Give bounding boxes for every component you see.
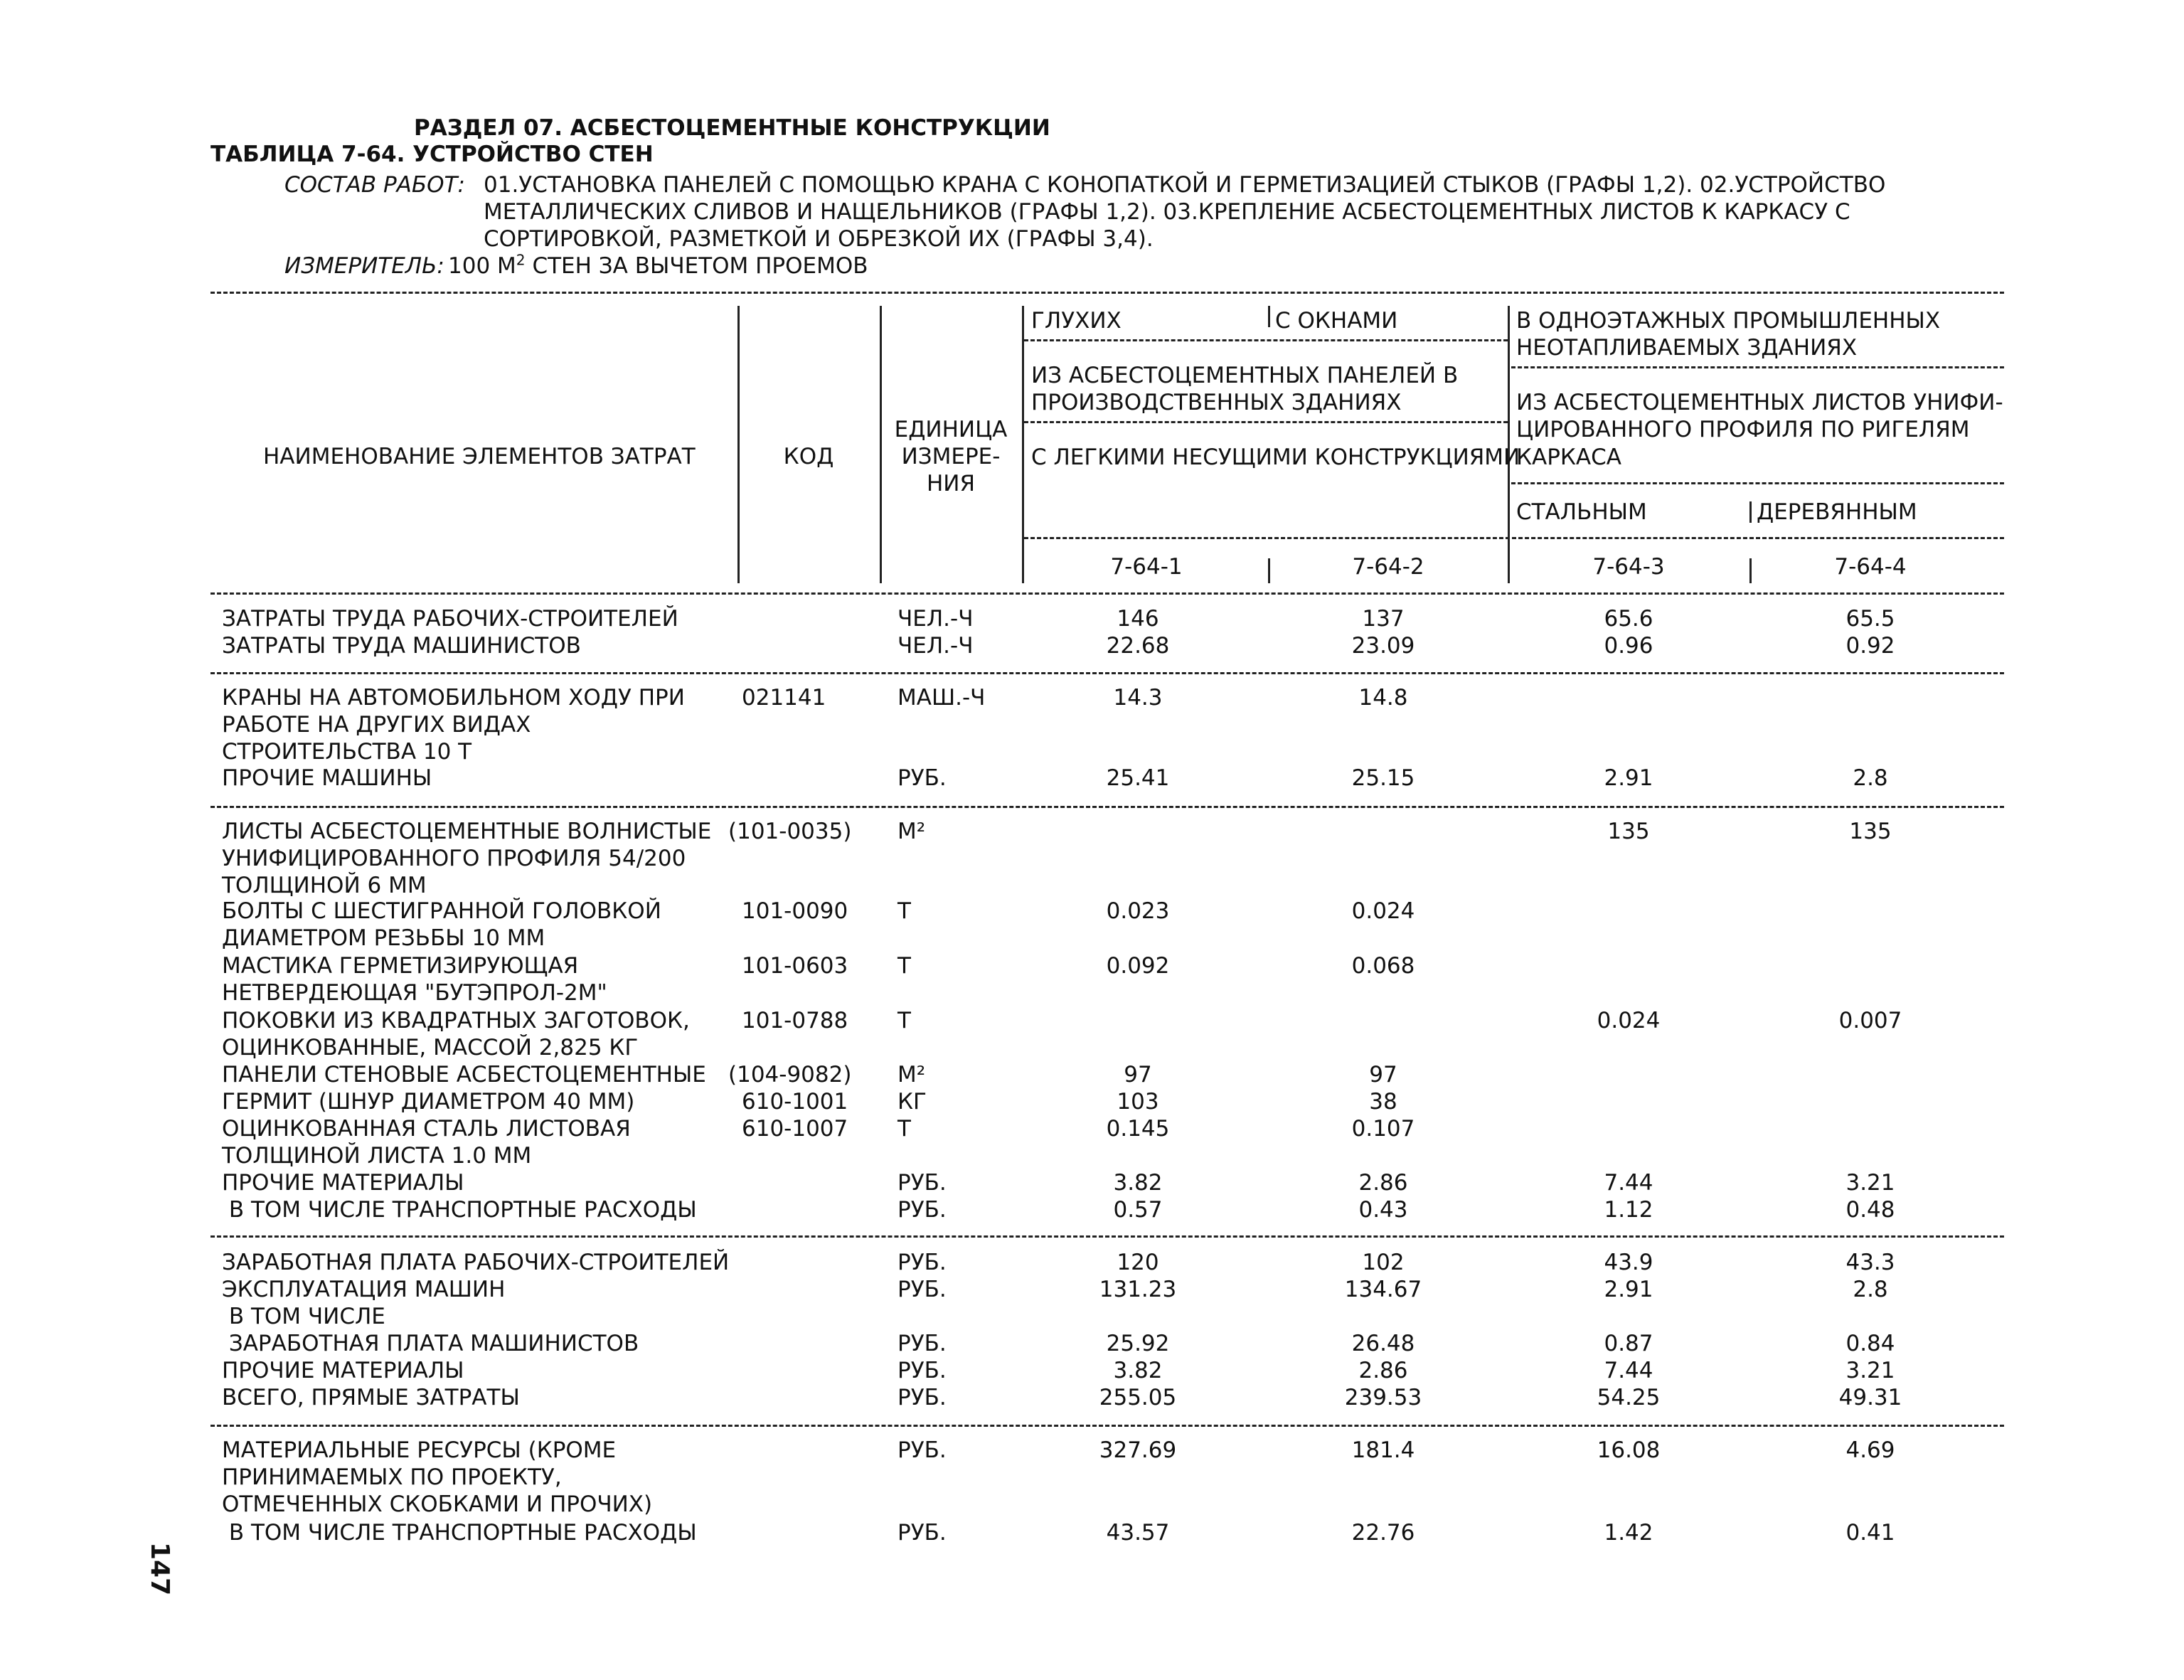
row-name: ЗАРАБОТНАЯ ПЛАТА МАШИНИСТОВ: [222, 1331, 639, 1356]
header-sep-c12: [1268, 558, 1270, 583]
table-top-rule: [211, 292, 2004, 294]
row-value-col2: 25.15: [1351, 765, 1415, 791]
row-unit: РУБ.: [897, 1197, 947, 1223]
row-unit: М²: [897, 1062, 926, 1088]
row-name: ЗАТРАТЫ ТРУДА МАШИНИСТОВ: [222, 633, 581, 659]
header-sep-mid-b: [1508, 391, 1510, 583]
row-code: (104-9082): [728, 1062, 852, 1088]
row-name: ЗАТРАТЫ ТРУДА РАБОЧИХ-СТРОИТЕЛЕЙ: [222, 606, 678, 632]
header-r5: КАРКАСА: [1516, 445, 1621, 470]
row-name: ПРОЧИЕ МАТЕРИАЛЫ: [222, 1170, 464, 1196]
row-value-col1: 0.57: [1113, 1197, 1163, 1223]
row-code: 610-1007: [742, 1116, 848, 1142]
header-sep-r6r7: [1749, 501, 1752, 523]
row-unit: КГ: [897, 1089, 927, 1115]
composition-line-1: 01.УСТАНОВКА ПАНЕЛЕЙ С ПОМОЩЬЮ КРАНА С КОНОПАТКОЙ И ГЕРМЕТИЗАЦИЕЙ СТЫКОВ (ГРАФЫ 1,2). 02.УСТРОЙСТВО: [484, 172, 1886, 198]
row-value-col4: 0.007: [1838, 1008, 1902, 1033]
header-name: НАИМЕНОВАНИЕ ЭЛЕМЕНТОВ ЗАТРАТ: [263, 444, 696, 469]
row-unit: РУБ.: [897, 1277, 947, 1302]
header-sep-name: [737, 306, 740, 583]
row-name: В ТОМ ЧИСЛЕ ТРАНСПОРТНЫЕ РАСХОДЫ: [222, 1197, 697, 1223]
header-sep-c34: [1749, 558, 1752, 583]
row-value-col3: 7.44: [1604, 1170, 1653, 1196]
row-value-col2: 38: [1369, 1089, 1397, 1115]
row-name: МАТЕРИАЛЬНЫЕ РЕСУРСЫ (КРОМЕ: [222, 1437, 617, 1463]
row-name: ЛИСТЫ АСБЕСТОЦЕМЕНТНЫЕ ВОЛНИСТЫЕ: [222, 819, 712, 844]
row-name: ПАНЕЛИ СТЕНОВЫЕ АСБЕСТОЦЕМЕНТНЫЕ: [222, 1062, 706, 1088]
row-value-col2: 0.107: [1351, 1116, 1415, 1142]
header-code: КОД: [783, 444, 834, 469]
row-unit: РУБ.: [897, 1385, 947, 1410]
composition-line-2: МЕТАЛЛИЧЕСКИХ СЛИВОВ И НАЩЕЛЬНИКОВ (ГРАФЫ 1,2). 03.КРЕПЛЕНИЕ АСБЕСТОЦЕМЕНТНЫХ ЛИСТОВ К КАРКАСУ С: [484, 199, 1850, 225]
row-value-col3: 65.6: [1604, 606, 1653, 632]
row-value-col4: 43.3: [1845, 1250, 1895, 1275]
row-value-col1: 0.023: [1106, 898, 1170, 924]
row-value-col4: 0.48: [1845, 1197, 1895, 1223]
header-r4: ЦИРОВАННОГО ПРОФИЛЯ ПО РИГЕЛЯМ: [1516, 417, 1970, 442]
row-name: ДИАМЕТРОМ РЕЗЬБЫ 10 ММ: [222, 925, 545, 951]
header-col-code-4: 7-64-4: [1834, 554, 1907, 580]
row-unit: Т: [897, 898, 911, 924]
row-value-col4: 49.31: [1838, 1385, 1902, 1410]
row-unit: РУБ.: [897, 765, 947, 791]
row-name: ЭКСПЛУАТАЦИЯ МАШИН: [222, 1277, 506, 1302]
row-value-col3: 0.96: [1604, 633, 1653, 659]
row-name: ТОЛЩИНОЙ 6 ММ: [222, 873, 427, 898]
row-value-col1: 327.69: [1099, 1437, 1177, 1463]
row-unit: РУБ.: [897, 1331, 947, 1356]
header-bottom-rule: [211, 592, 2004, 595]
row-value-col3: 2.91: [1604, 765, 1653, 791]
row-name: БОЛТЫ С ШЕСТИГРАННОЙ ГОЛОВКОЙ: [222, 898, 661, 924]
row-value-col4: 2.8: [1853, 765, 1888, 791]
header-unit-3: НИЯ: [926, 471, 976, 496]
row-value-col1: 43.57: [1106, 1520, 1170, 1546]
header-g-sub2: ПРОИЗВОДСТВЕННЫХ ЗДАНИЯХ: [1031, 390, 1402, 415]
composition-line-3: СОРТИРОВКОЙ, РАЗМЕТКОЙ И ОБРЕЗКОЙ ИХ (ГРАФЫ 3,4).: [484, 226, 1154, 252]
row-value-col2: 134.67: [1344, 1277, 1422, 1302]
row-value-col3: 43.9: [1604, 1250, 1653, 1275]
row-value-col4: 0.41: [1845, 1520, 1895, 1546]
section-title: РАЗДЕЛ 07. АСБЕСТОЦЕМЕНТНЫЕ КОНСТРУКЦИИ: [414, 115, 1050, 141]
section-rule: [211, 672, 2004, 674]
row-name: ПОКОВКИ ИЗ КВАДРАТНЫХ ЗАГОТОВОК,: [222, 1008, 690, 1033]
measure-value: 100 $М^2$ СТЕН ЗА ВЫЧЕТОМ ПРОЕМОВ: [448, 251, 868, 279]
row-value-col4: 3.21: [1845, 1170, 1895, 1196]
row-value-col4: 65.5: [1845, 606, 1895, 632]
row-name: В ТОМ ЧИСЛЕ ТРАНСПОРТНЫЕ РАСХОДЫ: [222, 1520, 697, 1546]
row-code: 610-1001: [742, 1089, 848, 1115]
row-value-col1: 25.92: [1106, 1331, 1170, 1356]
row-value-col2: 181.4: [1351, 1437, 1415, 1463]
row-value-col4: 0.84: [1845, 1331, 1895, 1356]
row-value-col2: 239.53: [1344, 1385, 1422, 1410]
header-rule-4: [1511, 482, 2004, 484]
row-value-col1: 0.145: [1106, 1116, 1170, 1142]
row-value-col3: 2.91: [1604, 1277, 1653, 1302]
header-unit-1: ЕДИНИЦА: [894, 417, 1008, 442]
row-name: ЗАРАБОТНАЯ ПЛАТА РАБОЧИХ-СТРОИТЕЛЕЙ: [222, 1250, 730, 1275]
row-value-col2: 22.76: [1351, 1520, 1415, 1546]
row-value-col1: 146: [1117, 606, 1159, 632]
row-code: 101-0603: [742, 953, 848, 979]
row-value-col3: 0.024: [1597, 1008, 1661, 1033]
header-g1: ГЛУХИХ: [1031, 308, 1122, 334]
row-code: (101-0035): [728, 819, 852, 844]
header-g-sub1: ИЗ АСБЕСТОЦЕМЕНТНЫХ ПАНЕЛЕЙ В: [1031, 363, 1459, 388]
row-value-col2: 137: [1362, 606, 1405, 632]
header-sep-mid-a: [1508, 306, 1510, 391]
row-value-col2: 0.43: [1358, 1197, 1408, 1223]
row-name: ГЕРМИТ (ШНУР ДИАМЕТРОМ 40 ММ): [222, 1089, 635, 1115]
row-name: РАБОТЕ НА ДРУГИХ ВИДАХ: [222, 712, 531, 738]
row-value-col1: 97: [1124, 1062, 1152, 1088]
header-col-code-1: 7-64-1: [1110, 554, 1183, 580]
row-name: ТОЛЩИНОЙ ЛИСТА 1.0 ММ: [222, 1143, 532, 1169]
row-value-col1: 14.3: [1113, 685, 1163, 711]
row-value-col2: 2.86: [1358, 1358, 1408, 1383]
header-r1: В ОДНОЭТАЖНЫХ ПРОМЫШЛЕННЫХ: [1516, 308, 1941, 334]
row-value-col1: 103: [1117, 1089, 1159, 1115]
row-unit: РУБ.: [897, 1170, 947, 1196]
row-unit: Т: [897, 1116, 911, 1142]
header-col-code-2: 7-64-2: [1352, 554, 1424, 580]
section-rule: [211, 806, 2004, 808]
row-unit: МАШ.-Ч: [897, 685, 986, 711]
measure-label: ИЗМЕРИТЕЛЬ:: [284, 253, 444, 279]
header-sep-g1g2: [1268, 306, 1270, 327]
header-r6: СТАЛЬНЫМ: [1516, 499, 1647, 525]
row-value-col2: 102: [1362, 1250, 1405, 1275]
row-name: ПРОЧИЕ МАШИНЫ: [222, 765, 432, 791]
row-value-col1: 3.82: [1113, 1358, 1163, 1383]
header-sep-unit: [1022, 306, 1024, 583]
row-value-col3: 135: [1607, 819, 1650, 844]
row-value-col3: 1.42: [1604, 1520, 1653, 1546]
row-value-col4: 4.69: [1845, 1437, 1895, 1463]
row-name: СТРОИТЕЛЬСТВА 10 Т: [222, 739, 472, 765]
row-unit: М²: [897, 819, 926, 844]
row-value-col1: 131.23: [1099, 1277, 1177, 1302]
header-sep-code: [880, 306, 882, 583]
row-name: КРАНЫ НА АВТОМОБИЛЬНОМ ХОДУ ПРИ: [222, 685, 685, 711]
row-unit: РУБ.: [897, 1437, 947, 1463]
row-unit: Т: [897, 1008, 911, 1033]
row-name: ПРИНИМАЕМЫХ ПО ПРОЕКТУ,: [222, 1464, 562, 1490]
row-value-col2: 0.068: [1351, 953, 1415, 979]
row-value-col3: 7.44: [1604, 1358, 1653, 1383]
header-rule-5: [1024, 537, 2004, 539]
row-unit: ЧЕЛ.-Ч: [897, 606, 974, 632]
row-name: НЕТВЕРДЕЮЩАЯ "БУТЭПРОЛ-2М": [222, 980, 607, 1006]
header-rule-3: [1024, 421, 1508, 423]
row-unit: ЧЕЛ.-Ч: [897, 633, 974, 659]
row-unit: РУБ.: [897, 1358, 947, 1383]
row-value-col1: 255.05: [1099, 1385, 1177, 1410]
row-unit: РУБ.: [897, 1520, 947, 1546]
row-code: 101-0090: [742, 898, 848, 924]
row-value-col2: 26.48: [1351, 1331, 1415, 1356]
row-value-col3: 16.08: [1597, 1437, 1661, 1463]
section-rule: [211, 1425, 2004, 1427]
row-name: ПРОЧИЕ МАТЕРИАЛЫ: [222, 1358, 464, 1383]
header-r2: НЕОТАПЛИВАЕМЫХ ЗДАНИЯХ: [1516, 335, 1858, 361]
header-rule-2: [1511, 366, 2004, 368]
row-name: УНИФИЦИРОВАННОГО ПРОФИЛЯ 54/200: [222, 846, 686, 871]
row-unit: Т: [897, 953, 911, 979]
row-code: 101-0788: [742, 1008, 848, 1033]
row-value-col1: 3.82: [1113, 1170, 1163, 1196]
row-value-col3: 1.12: [1604, 1197, 1653, 1223]
table-title: ТАБЛИЦА 7-64. УСТРОЙСТВО СТЕН: [211, 142, 654, 167]
header-rule-1: [1024, 339, 1508, 341]
row-value-col1: 25.41: [1106, 765, 1170, 791]
section-rule: [211, 1235, 2004, 1238]
row-value-col4: 2.8: [1853, 1277, 1888, 1302]
header-col-code-3: 7-64-3: [1592, 554, 1665, 580]
header-r3: ИЗ АСБЕСТОЦЕМЕНТНЫХ ЛИСТОВ УНИФИ-: [1516, 390, 2003, 415]
row-code: 021141: [742, 685, 826, 711]
row-value-col4: 0.92: [1845, 633, 1895, 659]
page-number: 147: [145, 1542, 174, 1596]
row-value-col3: 0.87: [1604, 1331, 1653, 1356]
row-value-col4: 135: [1849, 819, 1892, 844]
row-value-col3: 54.25: [1597, 1385, 1661, 1410]
row-name: ОЦИНКОВАННАЯ СТАЛЬ ЛИСТОВАЯ: [222, 1116, 631, 1142]
header-unit-2: ИЗМЕРЕ-: [901, 444, 1001, 469]
header-g-sub3: С ЛЕГКИМИ НЕСУЩИМИ КОНСТРУКЦИЯМИ: [1031, 445, 1520, 470]
row-name: ОЦИНКОВАННЫЕ, МАССОЙ 2,825 КГ: [222, 1035, 639, 1060]
row-value-col1: 0.092: [1106, 953, 1170, 979]
row-name: МАСТИКА ГЕРМЕТИЗИРУЮЩАЯ: [222, 953, 579, 979]
row-value-col1: 120: [1117, 1250, 1159, 1275]
row-unit: РУБ.: [897, 1250, 947, 1275]
row-value-col1: 22.68: [1106, 633, 1170, 659]
row-value-col2: 23.09: [1351, 633, 1415, 659]
row-name: В ТОМ ЧИСЛЕ: [222, 1304, 385, 1329]
row-value-col2: 97: [1369, 1062, 1397, 1088]
composition-label: СОСТАВ РАБОТ:: [284, 172, 465, 198]
row-name: ВСЕГО, ПРЯМЫЕ ЗАТРАТЫ: [222, 1385, 520, 1410]
row-value-col4: 3.21: [1845, 1358, 1895, 1383]
row-value-col2: 14.8: [1358, 685, 1408, 711]
header-r7: ДЕРЕВЯННЫМ: [1757, 499, 1917, 525]
row-name: ОТМЕЧЕННЫХ СКОБКАМИ И ПРОЧИХ): [222, 1492, 653, 1517]
row-value-col2: 0.024: [1351, 898, 1415, 924]
header-g2: С ОКНАМИ: [1275, 308, 1398, 334]
row-value-col2: 2.86: [1358, 1170, 1408, 1196]
